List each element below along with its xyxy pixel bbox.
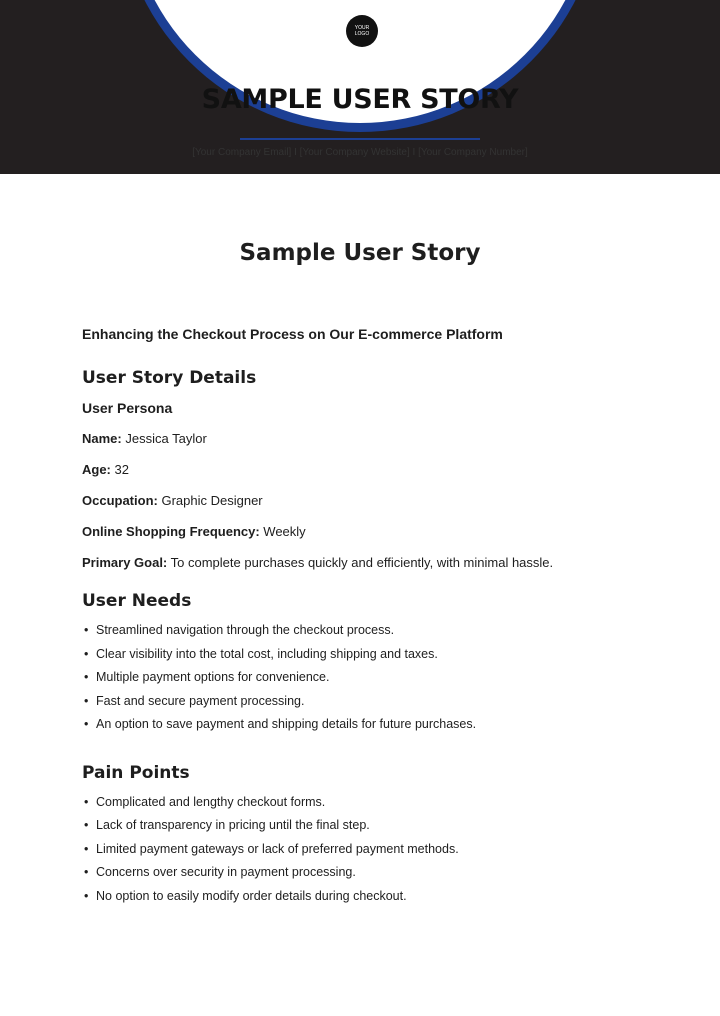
document-body bbox=[82, 326, 682, 910]
field-label: Online Shopping Frequency: bbox=[82, 524, 260, 539]
story-subtitle: Enhancing the Checkout Process on Our E-commerce Platform bbox=[82, 326, 503, 342]
list-item: • Multiple payment options for convenience. bbox=[82, 668, 682, 692]
field-label: Age: bbox=[82, 462, 111, 477]
field-label: Name: bbox=[82, 431, 122, 446]
persona-field-name bbox=[82, 431, 682, 451]
header-title: SAMPLE USER STORY bbox=[201, 84, 519, 115]
field-value: Graphic Designer bbox=[161, 493, 263, 508]
field-value: To complete purchases quickly and efficiently, with minimal hassle. bbox=[170, 555, 554, 570]
list-item: • Limited payment gateways or lack of preferred payment methods. bbox=[82, 840, 682, 864]
persona-field-shopping-frequency bbox=[82, 524, 682, 544]
section-heading-user-needs: User Needs bbox=[82, 591, 192, 611]
list-item: • Lack of transparency in pricing until the final step. bbox=[82, 816, 682, 840]
list-item: • Concerns over security in payment processing. bbox=[82, 863, 682, 887]
company-logo: YOUR LOGO bbox=[346, 15, 378, 47]
persona-field-age bbox=[82, 462, 682, 482]
list-item: • No option to easily modify order details during checkout. bbox=[82, 887, 682, 911]
persona-heading: User Persona bbox=[82, 400, 173, 416]
list-item: • Clear visibility into the total cost, including shipping and taxes. bbox=[82, 645, 682, 669]
field-label: Primary Goal: bbox=[82, 555, 168, 570]
page-title: Sample User Story bbox=[239, 240, 481, 266]
field-value: Weekly bbox=[263, 524, 306, 539]
list-item: • Complicated and lengthy checkout forms. bbox=[82, 793, 682, 817]
field-value: 32 bbox=[114, 462, 129, 477]
company-contact-line: [Your Company Email] I [Your Company Website] I [Your Company Number] bbox=[192, 147, 528, 158]
user-needs-list bbox=[82, 621, 682, 739]
pain-points-list bbox=[82, 793, 682, 911]
field-label: Occupation: bbox=[82, 493, 158, 508]
list-item: • An option to save payment and shipping details for future purchases. bbox=[82, 715, 682, 739]
persona-field-primary-goal bbox=[82, 555, 682, 575]
section-heading-pain-points: Pain Points bbox=[82, 762, 190, 783]
list-item: • Streamlined navigation through the checkout process. bbox=[82, 621, 682, 645]
field-value: Jessica Taylor bbox=[125, 431, 207, 446]
title-divider bbox=[240, 138, 480, 140]
section-heading-details: User Story Details bbox=[82, 368, 257, 388]
persona-field-occupation bbox=[82, 493, 682, 513]
list-item: • Fast and secure payment processing. bbox=[82, 692, 682, 716]
